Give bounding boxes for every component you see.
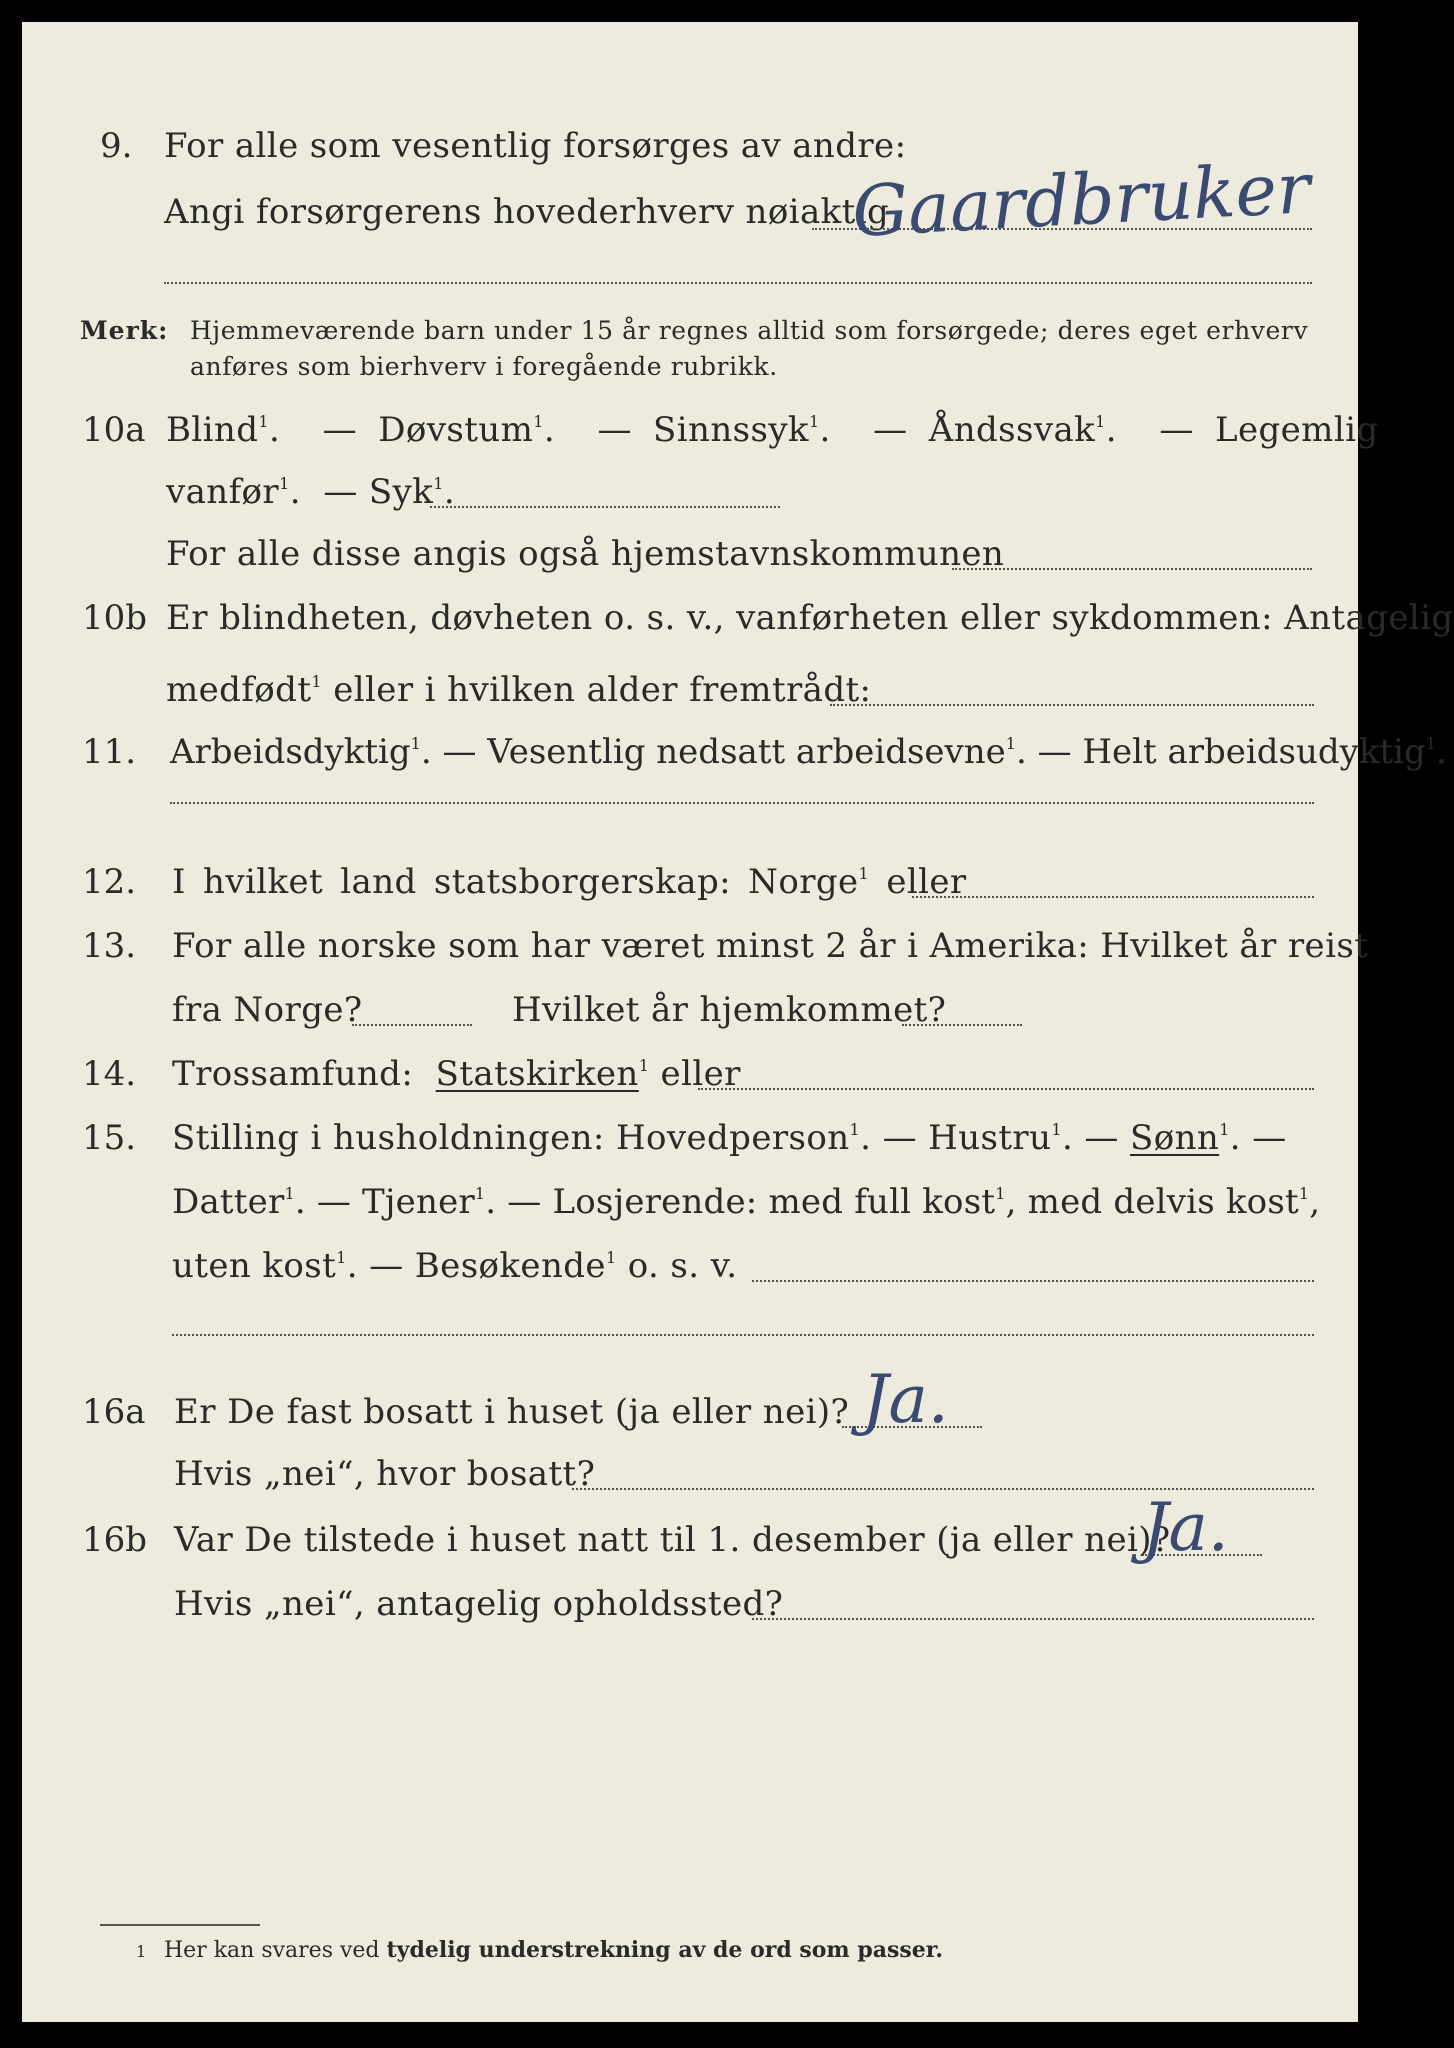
q13-reist-line [352,1024,472,1026]
q13-line1: For alle norske som har været minst 2 år i Amerika: Hvilket år reist [172,926,1369,966]
footnote-marker: 1 [136,1942,147,1961]
q16b-opholdssted-line [752,1618,1314,1620]
q9-line1: For alle som vesentlig forsørges av andre: [164,126,907,166]
q15-second-line [172,1334,1314,1336]
q10b-medfodt: medfødt [166,670,312,710]
q14-eller: eller [660,1054,741,1094]
q13-number: 13. [82,926,137,966]
footnote-text-b: tydelig understrekning av de ord som passer. [386,1937,944,1963]
q10b-line1: Er blindheten, døvheten o. s. v., vanførheten eller sykdommen: Antagelig [166,598,1454,638]
q15-comma: , [1309,1182,1321,1222]
q10a-andssvak: — Åndssvak [873,410,1096,450]
q10a-syk-line [430,506,780,508]
q10a-line2: vanfør$^1$. — Syk$^1$. [166,472,456,512]
q12-number: 12. [82,862,137,902]
q15-uten-kost: uten kost [172,1246,337,1286]
q15-delvis-kost: , med delvis kost [1005,1182,1299,1222]
q15-losjerende: — Losjerende: med full kost [507,1182,996,1222]
q13-line2a: fra Norge? [172,990,363,1030]
q15-answer-line [752,1280,1314,1282]
q10b-rest: eller i hvilken alder fremtrådt: [333,670,872,710]
footnote-text-a: Her kan svares ved [164,1938,380,1963]
q16a-line1: Er De fast bosatt i huset (ja eller nei)? [174,1392,850,1432]
q10a-legemlig: — Legemlig [1159,410,1379,450]
census-form-page [22,22,1454,2022]
q10a-sinnssyk: — Sinnssyk [597,410,809,450]
q15-osv: o. s. v. [627,1246,738,1286]
q15-hustru: — Hustru [882,1118,1052,1158]
merk-line2: anføres som bierhverv i foregående rubrikk. [190,352,778,381]
q11-answer-line [170,802,1314,804]
q14-statskirken: Statskirken [435,1054,639,1094]
q11-number: 11. [82,732,137,772]
q10a-blind: Blind [166,410,259,450]
q10b-number: 10b [82,598,148,638]
q16b-handwritten-answer: Ja. [1142,1489,1229,1566]
q10a-vanfor: vanfør [166,472,280,512]
q13-line2b: Hvilket år hjemkommet? [512,990,947,1030]
merk-label: Merk: [80,316,169,345]
q11-nedsatt: — Vesentlig nedsatt arbeidsevne [442,732,1006,772]
q15-number: 15. [82,1118,137,1158]
q14-answer-line [698,1088,1314,1090]
merk-line1: Hjemmeværende barn under 15 år regnes alltid som forsørgede; deres eget erhverv [190,316,1309,345]
q14-label: Trossamfund: [172,1054,414,1094]
q12-line: I hvilket land statsborgerskap: Norge$^1$ eller [172,862,967,902]
q16b-number: 16b [82,1520,148,1560]
q9-line2: Angi forsørgerens hovederhverv nøiaktig [164,192,890,232]
q15-datter: Datter [172,1182,285,1222]
q16a-line2: Hvis „nei“, hvor bosatt? [174,1454,596,1494]
q14-line: Trossamfund: Statskirken$^1$ eller [172,1054,741,1094]
q10a-dovstum: — Døvstum [322,410,534,450]
q15-tjener: — Tjener [316,1182,475,1222]
q10a-hjemstavn-line [952,568,1312,570]
q10a-line3: For alle disse angis også hjemstavnskommunen [166,534,1005,574]
q15-besokende: — Besøkende [369,1246,606,1286]
q12-text: I hvilket land statsborgerskap: Norge [172,862,859,902]
q9-handwritten-answer: Gaardbruker [850,147,1313,253]
footnote-text [164,1936,943,1965]
q15-line2: Datter$^1$. — Tjener$^1$. — Losjerende: med full kost$^1$, med delvis kost$^1$, [172,1182,1321,1222]
q11-udyktig: — Helt arbeidsudyktig [1037,732,1426,772]
q11-arbeidsdyktig: Arbeidsdyktig [170,732,411,772]
q15-hovedperson: Stilling i husholdningen: Hovedperson [172,1118,850,1158]
q16b-line1: Var De tilstede i huset natt til 1. desember (ja eller nei)? [174,1520,1171,1560]
q15-line1: Stilling i husholdningen: Hovedperson$^1$. — Hustru$^1$. — Sønn$^1$. — [172,1118,1287,1158]
q10b-line2: medfødt$^1$ eller i hvilken alder fremtrådt: [166,670,872,710]
q15-dash: — [1084,1118,1131,1158]
q15-line3: uten kost$^1$. — Besøkende$^1$ o. s. v. [172,1246,738,1286]
footnote-rule [100,1924,260,1926]
q10a-syk: — Syk [323,472,434,512]
q14-number: 14. [82,1054,137,1094]
q11-line: Arbeidsdyktig$^1$. — Vesentlig nedsatt arbeidsevne$^1$. — Helt arbeidsudyktig$^1$. [170,732,1447,772]
q15-dash-end: — [1252,1118,1287,1158]
q16b-line2: Hvis „nei“, antagelig opholdssted? [174,1584,784,1624]
q10b-answer-line [830,704,1314,706]
q12-eller: eller [886,862,967,902]
q13-hjemkommet-line [902,1024,1022,1026]
q16a-number: 16a [82,1392,146,1432]
q9-second-line [164,282,1312,284]
q10a-line1: Blind$^1$. — Døvstum$^1$. — Sinnssyk$^1$. — Åndssvak$^1$. — Legemlig [166,410,1379,450]
q9-number: 9. [100,126,133,166]
q16a-handwritten-answer: Ja. [862,1361,949,1438]
q12-answer-line [912,896,1314,898]
q15-sonn: Sønn [1130,1118,1220,1158]
q10a-number: 10a [82,410,146,450]
